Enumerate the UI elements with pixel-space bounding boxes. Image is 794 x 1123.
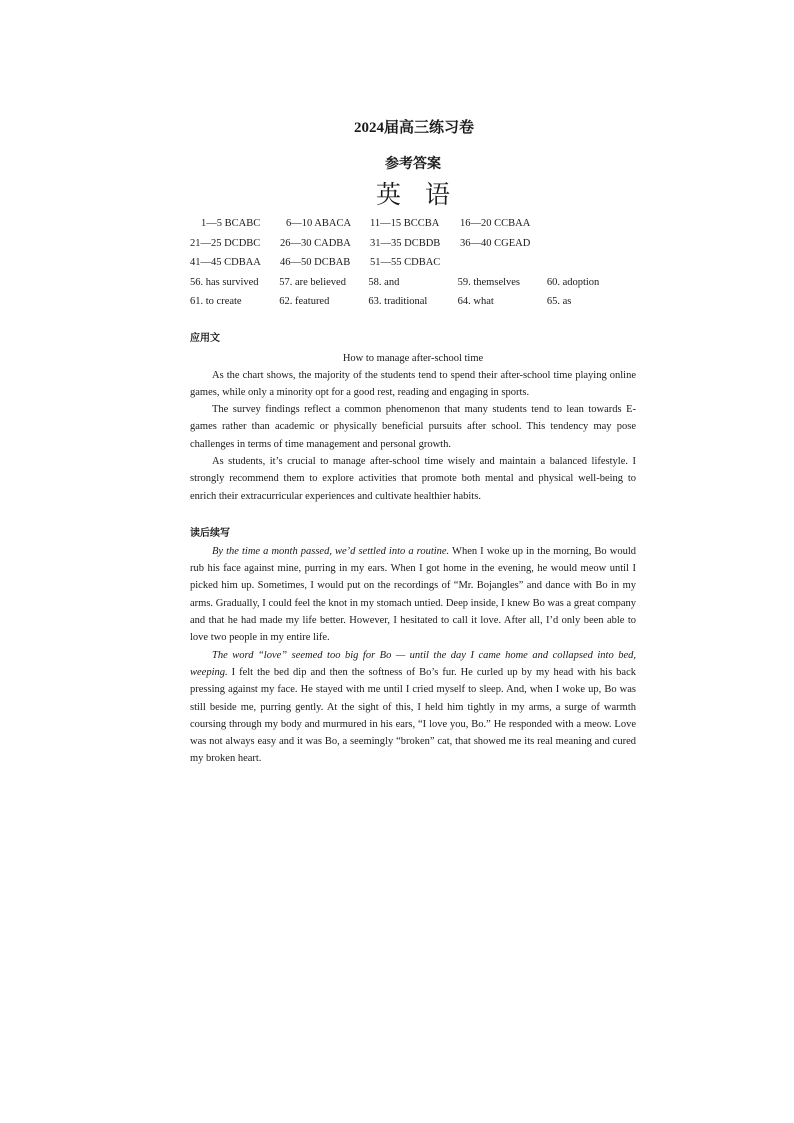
paragraph-lead-sentence: The word “love” seemed too big for Bo — until the day I came home and collapsed into bed, weeping. xyxy=(190,649,636,678)
essay-paragraph: The survey findings reflect a common phenomenon that many students tend to lean towards E-games rather than academic or physically beneficial pursuits after school. This tendency may pose challenges in terms of time management and personal growth. xyxy=(190,404,636,450)
answer-cell: 1—5 BCABC xyxy=(201,218,261,229)
exam-title: 2024届高三练习卷 xyxy=(353,120,474,136)
answer-cell: 16—20 CCBAA xyxy=(460,218,531,229)
practical-writing-label: 应用文 xyxy=(190,332,220,344)
answer-row xyxy=(190,234,636,254)
subject-heading: 英语 xyxy=(375,180,474,209)
continuation-paragraph xyxy=(190,647,636,768)
answer-row xyxy=(190,273,636,293)
answer-cell: 21—25 DCDBC xyxy=(190,237,261,249)
answer-cell: 41—45 CDBAA xyxy=(190,257,261,268)
answer-cell: 64. what xyxy=(457,296,494,307)
essay-paragraph: As students, it’s crucial to manage after-school time wisely and maintain a balanced lifestyle. I strongly recommend them to explore activities that promote both mental and physical well-being to enrich their extracurricular experiences and cultivate healthier habits. xyxy=(190,455,636,502)
paragraph-body: When I woke up in the morning, Bo would rub his face against mine, purring in my ears. When I got home in the evening, he would meow until I picked him up. Sometimes, I would put on the recordings of “Mr. Bojangles” and dance with Bo in my arms. Gradually, I could feel the knot in my stomach untied. Deep inside, I knew Bo was a great company and that he had made my life better. However, I hesitated to call it love. After all, I’d only been able to love two people in my entire life. xyxy=(190,545,636,644)
answer-cell: 51—55 CDBAC xyxy=(370,257,441,268)
answer-row xyxy=(190,292,636,312)
answer-row xyxy=(190,214,636,234)
essay-paragraph: As the chart shows, the majority of the students tend to spend their after-school time playing online games, while only a minority opt for a good rest, reading and engaging in sports. xyxy=(190,369,636,398)
answer-row xyxy=(190,253,636,273)
answer-cell: 61. to create xyxy=(190,296,242,307)
answer-cell: 31—35 DCBDB xyxy=(370,237,441,249)
continuation-writing-label: 读后续写 xyxy=(190,527,230,539)
answer-cell: 59. themselves xyxy=(457,276,521,288)
answer-cell: 58. and xyxy=(368,276,400,288)
continuation-essay xyxy=(190,543,636,768)
answer-cell: 6—10 ABACA xyxy=(286,218,352,229)
essay-title: How to manage after-school time xyxy=(342,352,484,364)
paragraph-body: I felt the bed dip and then the softness of Bo’s fur. He curled up by my head with his back pressing against my face. He stayed with me until I cried myself to sleep. And, when I woke up, Bo was still beside me, purring gently. At the sight of this, I held him tightly in my arms, a surge of warmth coursing through my body and murmured in his ears, “I love you, Bo.” He responded with a meow. Love was not always easy and it was Bo, a seemingly “broken” cat, that showed me its real meaning and cured my broken heart. xyxy=(190,666,636,765)
paragraph-lead-sentence: By the time a month passed, we’d settled into a routine. xyxy=(212,545,450,557)
answer-cell: 65. as xyxy=(546,296,572,307)
answer-key-table xyxy=(190,214,636,312)
answer-cell: 57. are believed xyxy=(279,276,346,288)
answer-cell: 62. featured xyxy=(279,296,330,307)
answer-document xyxy=(190,118,636,768)
answer-key-heading: 参考答案 xyxy=(385,157,441,172)
answer-cell: 63. traditional xyxy=(368,296,428,307)
answer-cell: 56. has survived xyxy=(190,276,259,288)
answer-cell: 60. adoption xyxy=(546,276,600,288)
answer-cell: 11—15 BCCBA xyxy=(370,218,440,229)
answer-cell: 46—50 DCBAB xyxy=(280,257,351,268)
answer-cell: 36—40 CGEAD xyxy=(460,237,531,249)
continuation-paragraph xyxy=(190,543,636,647)
answer-cell: 26—30 CADBA xyxy=(280,237,351,249)
